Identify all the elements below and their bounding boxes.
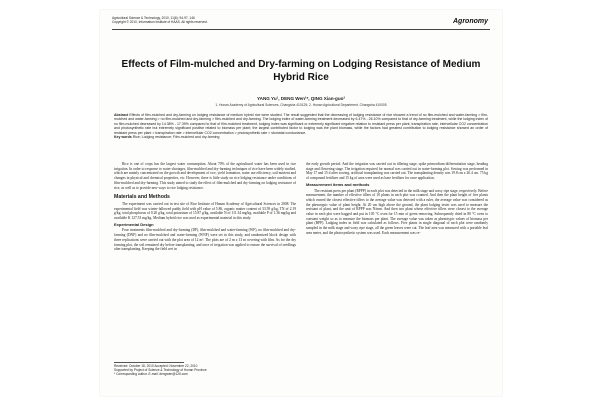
header-rule (112, 29, 490, 30)
left-column (114, 162, 296, 252)
intro-paragraph: Rice is one of crops has the largest water consumption. About 70% of the agricultural water has been used in rice irrigation. In order to response to water shortages, film-mulched and dry-farming techniques of rice have been widely studied, which are mainly concentrated on the growth and development of rice, yield formation, water use efficiency, soil nutrient and changes in physical and chemical properties, etc. However, there is little study on rice lodging resistance under conditions of film-mulched and dry-farming. This study aimed to study the effect of film-mulched and dry-farming on lodging resistance of rice, as well as to provide new ways to rice lodging resistance. (114, 162, 296, 190)
abstract-label: Abstract (114, 113, 129, 117)
paper-page (100, 10, 502, 396)
section-tag: Agronomy (453, 18, 488, 25)
design-paragraph: Four treatments film-mulched and dry-farming (DF), film-mulched and water-farming (WF), no film-mulched and dry-farming (DNF) and no film-mulched and water-farming (WNF) were set in this study, and randomized block design with three replications were carried out with the plot area of 12 m². The plots are of 2 m x 13 m covering with film. As for the dry farming plot, the soil remained dry before transplanting, and once of irrigation was applied to ensure the survival of seedlings after transplanting. Keeping the field wet in (114, 228, 296, 252)
footnotes: Received: October 18, 2010 Accepted: November 22, 2010 Supported by Project of Science & Technology of Hunan Province * Corresponding author. E-mail: dengwen@126.com (114, 364, 207, 377)
keywords-text: Rice; Lodging resistance; Film-mulched and dry-farming (132, 135, 220, 140)
affiliations: 1. Hunan Academy of Agricultural Sciences, Changsha 410125; 2. Hunan Agricultural Department, Changsha 410005 (215, 103, 387, 107)
journal-header: Agricultural Science & Technology, 2010, 11(6): 94-97, 146 Copyright © 2010, Information Institute of HAAS. All rights reserved. (112, 16, 208, 24)
right-column (306, 162, 488, 236)
authors: YANG Yu¹, DENG Wen¹*, QING Xian-guo² (257, 96, 345, 101)
measurement-paragraph: The resistant press per plant (RPPP) in each plot was detected in the milk stage and waxy ripe stage, respectively. Before measurement, the number of effective tillers of 10 plants in each plot was counted. And then the plant height of five plants which owned the closest effective tillers to the average value was detected with a ruler, the average value was considered as the phenotypic value of plant height. At 20 cm high above the ground, the plant lodging tester was used to measure the resistant of plant, and the unit of RPPP was N/mm. And then two plant whose effective tillers were closest to the average value in each plot were bagged and put in 105 °C oven for 15 min of green removing. Subsequently dried in 80 °C oven to constant weight so as to measure the biomass per plant. The average value was taken as phenotypic values of biomass per plant (BPP). Lodging index in field was calculated as follows. Five plants in single diagonal of each plot were randomly sampled in the milk stage and waxy ripe stage, all the green leaves were cut. The leaf area was measured with a portable leaf area meter, and the photosynthetic system was used. Each measurement was re- (306, 188, 488, 235)
footnote-rule (114, 362, 184, 363)
paper-title: Effects of Film-mulched and Dry-farming on Lodging Resistance of Medium Hybrid Rice (121, 59, 481, 83)
measurement-heading: Measurement items and methods (306, 181, 370, 187)
abstract-text: Effects of film-mulched and dry-farming on lodging resistance of medium hybrid rice were studied. The result suggested that the decreasing of lodging resistance of rice showed a trend of no film-mulched and water-farming > film-mulched and water-farming > no film-mulched and dry-farming > film-mulched and dry-farming. The lodging index of water-farming treatment decreased by 6.47% - 26.10% compared to that of dry-farming treatment, while the lodging index of no film-mulched decreased by 14.38% - 17.39% compared to that of film-mulched treatment, lodging index was significant or extremely significant negative relation to resistant press per plant, transpiration rate, intercellular CO2 concentration and photosynthetic rate but extremely significant positive related to biomass per plant; the largest contributed factor to lodging was the plant biomass, while the factors had greatest contribution to lodging resistance showed an order of resistant press per plant > transpiration rate > intercellular CO2 concentration > photosynthetic rate > stomatal conductance. (114, 113, 488, 135)
keywords-label: Key words (114, 135, 132, 140)
abstract (114, 113, 488, 139)
materials-paragraph: The experiment was carried out in test site of Rice Institute of Hunan Academy of Agricultural Sciences in 2008. The experimental field was winter-fallowed paddy field with pH value of 5.86, organic matter content of 33.59 g/kg, TN of 2.19 g/kg, total phosphorus of 0.20 g/kg, total potassium of 15.87 g/kg, available N of 111.34 mg/kg, available P of 1.36 mg/kg and available K 127.53 mg/kg. Medium hybrid rice was used as experimental material in this study. (114, 201, 296, 221)
continued-paragraph: the early growth period. And the irrigation was carried out in tillering stage, spike primordium differentiation stage, heading stage and flowering stage. The irrigation required for normal was carried out in water-farming plot. Sowing was performed in May 17 and 15 d after sowing, artificial transplanting was carried out. The transplanting density was 19.8 cm x 26.4 cm. 75 kg of compound fertilizer and 15 kg of urea were used as base fertilizer for once application. (306, 162, 488, 181)
design-heading: Experimental Design (114, 221, 154, 227)
materials-heading: Materials and Methods (114, 194, 170, 201)
